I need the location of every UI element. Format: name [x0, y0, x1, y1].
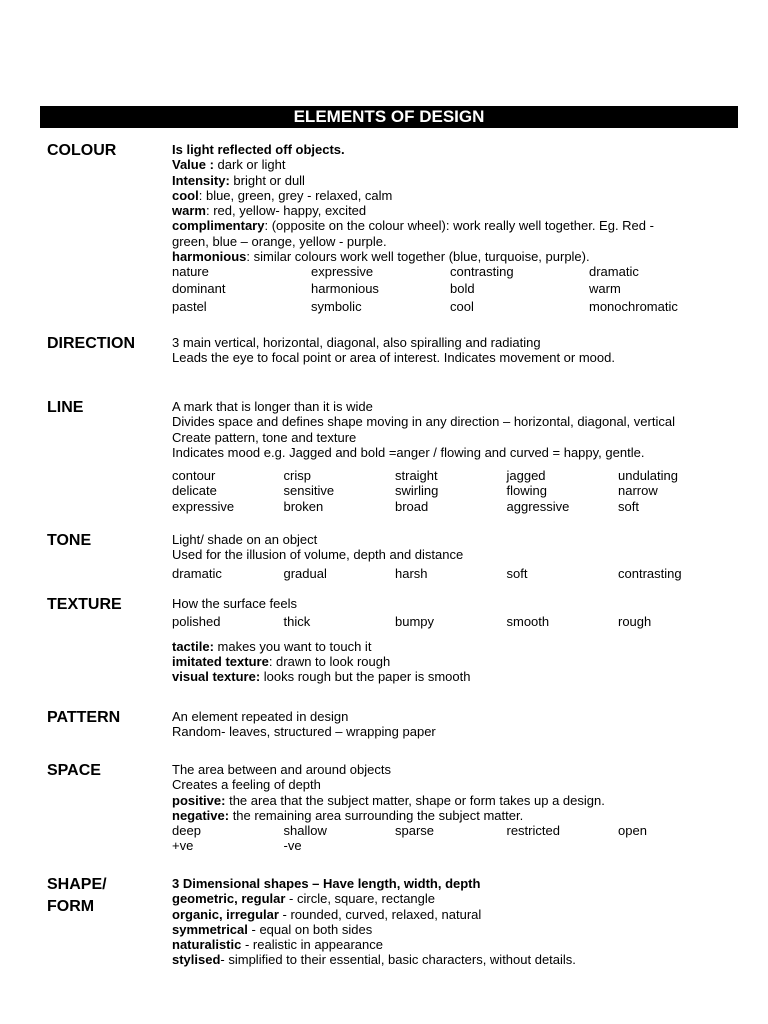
line-heading: LINE: [47, 399, 84, 416]
colour-line: green, blue – orange, yellow - purple.: [172, 233, 387, 249]
word: expressive: [172, 498, 235, 514]
texture-word-row: [172, 614, 732, 629]
pattern-content: [172, 709, 732, 740]
line-word-row: [172, 483, 732, 498]
line-content: [172, 399, 732, 514]
shape-form-content: [172, 876, 732, 968]
tone-heading: TONE: [47, 532, 92, 549]
word: contrasting: [450, 264, 514, 280]
shape-line: stylised- simplified to their essential, basic characters, without details.: [172, 952, 576, 968]
word: narrow: [618, 483, 658, 499]
shape-line: naturalistic - realistic in appearance: [172, 937, 383, 953]
texture-heading: TEXTURE: [47, 596, 122, 613]
colour-line: Is light reflected off objects.: [172, 142, 345, 157]
word: crisp: [283, 468, 311, 484]
word: harmonious: [311, 280, 379, 296]
word: dramatic: [172, 565, 222, 581]
word: contrasting: [618, 565, 682, 581]
space-heading: SPACE: [47, 762, 101, 779]
line-line: Indicates mood e.g. Jagged and bold =anger / flowing and curved = happy, gentle.: [172, 444, 645, 460]
space-word-row: [172, 823, 732, 838]
word: shallow: [283, 823, 327, 839]
page-title: ELEMENTS OF DESIGN: [40, 106, 738, 128]
word: monochromatic: [589, 298, 678, 314]
word: -ve: [283, 838, 302, 854]
line-word-row: [172, 468, 732, 483]
colour-content: [172, 142, 732, 314]
word: restricted: [506, 823, 560, 839]
word: thick: [283, 614, 311, 630]
word: broad: [395, 498, 429, 514]
word: bold: [450, 280, 475, 296]
word: polished: [172, 614, 221, 630]
line-line: Create pattern, tone and texture: [172, 429, 357, 445]
word: smooth: [506, 614, 550, 630]
line-line: Divides space and defines shape moving in any direction – horizontal, diagonal, vertical: [172, 414, 675, 430]
space-line: negative: the remaining area surrounding the subject matter.: [172, 807, 524, 823]
shape-line: symmetrical - equal on both sides: [172, 921, 373, 937]
direction-heading: DIRECTION: [47, 335, 135, 352]
shape-line: geometric, regular - circle, square, rectangle: [172, 891, 436, 907]
word: open: [618, 823, 647, 839]
direction-line: Leads the eye to focal point or area of interest. Indicates movement or mood.: [172, 350, 615, 366]
word: swirling: [395, 483, 439, 499]
shape-line: organic, irregular - rounded, curved, relaxed, natural: [172, 906, 482, 922]
word: deep: [172, 823, 201, 839]
word: soft: [506, 565, 528, 581]
colour-line: Value : dark or light: [172, 157, 286, 173]
texture-line: tactile: makes you want to touch it: [172, 638, 372, 654]
colour-word-row: [172, 281, 732, 296]
word: dramatic: [589, 264, 639, 280]
word: gradual: [283, 565, 327, 581]
word: undulating: [618, 468, 678, 484]
word: sparse: [395, 823, 435, 839]
word: contour: [172, 468, 216, 484]
space-line: positive: the area that the subject matter, shape or form takes up a design.: [172, 792, 605, 808]
space-content: [172, 762, 732, 854]
texture-content: [172, 596, 732, 684]
word: pastel: [172, 298, 207, 314]
colour-line: warm: red, yellow- happy, excited: [172, 203, 367, 219]
texture-line: visual texture: looks rough but the paper is smooth: [172, 669, 471, 685]
word: warm: [589, 280, 621, 296]
colour-heading: COLOUR: [47, 142, 117, 159]
texture-line: How the surface feels: [172, 596, 298, 611]
tone-content: [172, 532, 732, 581]
word: soft: [618, 498, 639, 514]
shape-line: 3 Dimensional shapes – Have length, width, depth: [172, 876, 481, 891]
colour-word-row: [172, 299, 732, 314]
space-word-row: [172, 838, 732, 853]
colour-word-row: [172, 264, 732, 279]
word: flowing: [506, 483, 547, 499]
word: cool: [450, 298, 474, 314]
word: rough: [618, 614, 652, 630]
pattern-heading: PATTERN: [47, 709, 121, 726]
word: delicate: [172, 483, 217, 499]
line-word-row: [172, 499, 732, 514]
colour-line: complimentary: (opposite on the colour wheel): work really well together. Eg. Red -: [172, 218, 654, 234]
tone-line: Light/ shade on an object: [172, 532, 318, 547]
word: +ve: [172, 838, 194, 854]
word: jagged: [506, 468, 546, 484]
tone-line: Used for the illusion of volume, depth and distance: [172, 547, 464, 563]
direction-line: 3 main vertical, horizontal, diagonal, also spiralling and radiating: [172, 335, 541, 350]
word: harsh: [395, 565, 428, 581]
space-line: Creates a feeling of depth: [172, 777, 321, 793]
texture-line: imitated texture: drawn to look rough: [172, 653, 391, 669]
line-line: A mark that is longer than it is wide: [172, 399, 373, 414]
word: broken: [283, 498, 324, 514]
word: expressive: [311, 264, 374, 280]
word: bumpy: [395, 614, 435, 630]
colour-line: harmonious: similar colours work well together (blue, turquoise, purple).: [172, 249, 590, 265]
word: aggressive: [506, 498, 570, 514]
colour-line: Intensity: bright or dull: [172, 172, 305, 188]
word: sensitive: [283, 483, 335, 499]
space-line: The area between and around objects: [172, 762, 391, 777]
colour-line: cool: blue, green, grey - relaxed, calm: [172, 187, 393, 203]
pattern-line: An element repeated in design: [172, 709, 349, 724]
word: symbolic: [311, 298, 362, 314]
word: dominant: [172, 280, 226, 296]
word: nature: [172, 264, 209, 280]
word: straight: [395, 468, 438, 484]
pattern-line: Random- leaves, structured – wrapping paper: [172, 724, 436, 740]
direction-content: [172, 335, 732, 366]
shape-form-heading: SHAPE/ FORM: [47, 876, 107, 915]
tone-word-row: [172, 566, 732, 581]
